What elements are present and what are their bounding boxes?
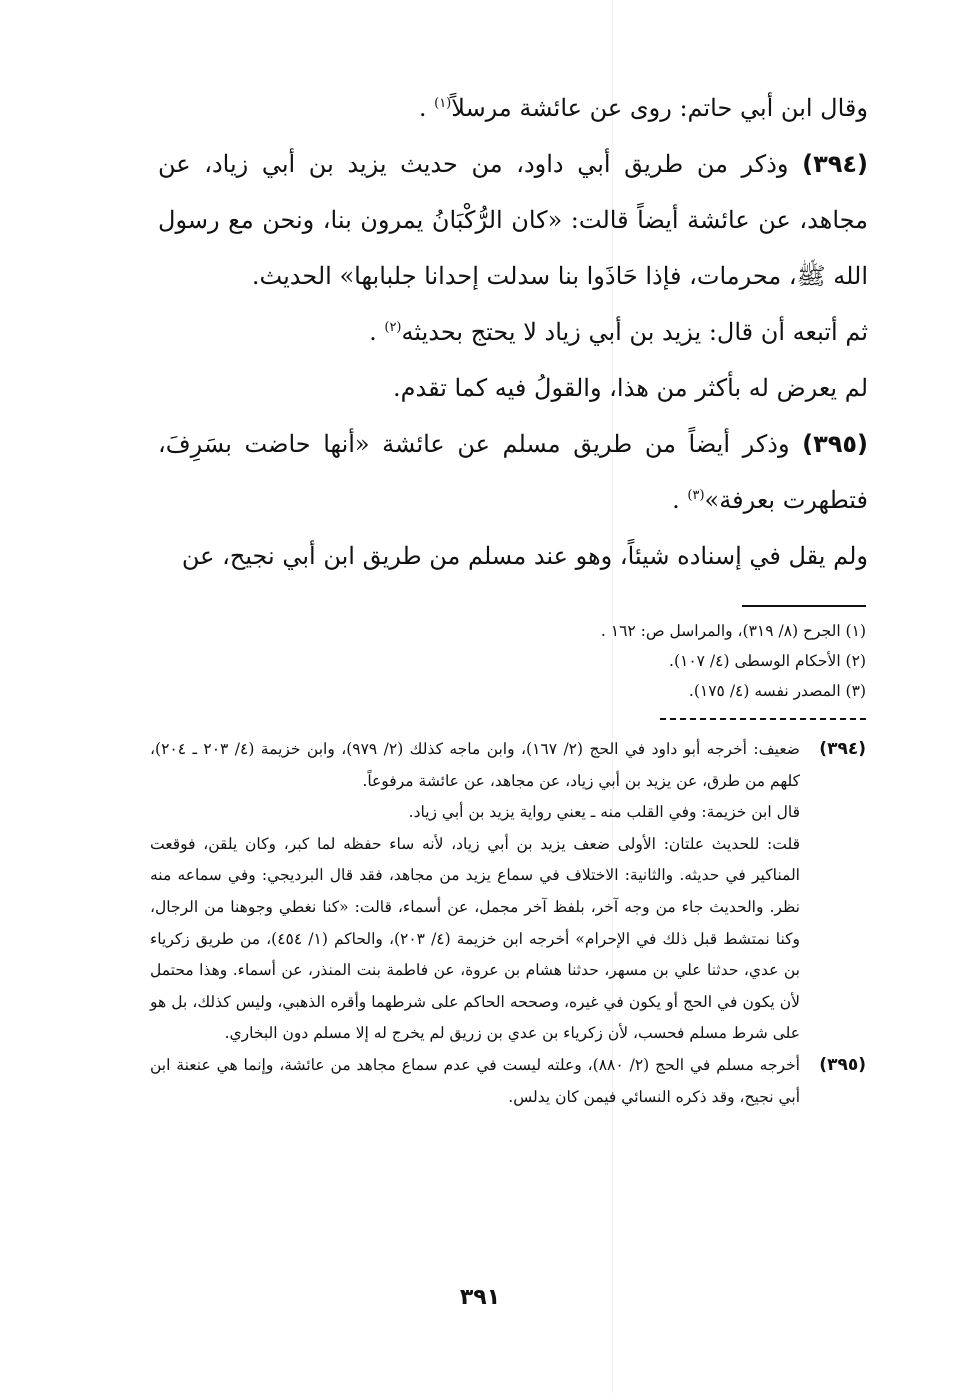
main-text <box>158 80 868 584</box>
commentary-number-395: (٣٩٥) <box>819 1054 866 1075</box>
main-paragraph-5 <box>158 416 868 528</box>
commentary <box>150 734 866 1113</box>
main-p3-text: ثم أتبعه أن قال: يزيد بن أبي زياد لا يحتج بحديثه <box>401 318 868 346</box>
commentary-394-p2: قال ابن خزيمة: وفي القلب منه ـ يعني رواية يزيد بن أبي زياد. <box>408 803 800 822</box>
hadith-number-395: (٣٩٥) <box>802 430 868 458</box>
commentary-entry-394 <box>150 734 866 1050</box>
main-p2-text: وذكر من طريق أبي داود، من حديث يزيد بن أبي زياد، عن مجاهد، عن عائشة أيضاً قالت: «كان الرُّكْبَانُ يمرون بنا، ونحن مع رسول الله ﷺ، محرمات، فإذا حَاذَوا بنا سدلت إحدانا جلبابها» الحديث. <box>158 150 868 290</box>
main-p1-end: . <box>418 94 435 122</box>
main-p6-text: ولم يقل في إسناده شيئاً، وهو عند مسلم من طريق ابن أبي نجيح، عن <box>181 542 868 570</box>
main-paragraph-4 <box>158 360 868 416</box>
commentary-395-p1: أخرجه مسلم في الحج (٢/ ٨٨٠)، وعلته ليست في عدم سماع مجاهد من عائشة، وإنما هي عنعنة ابن أبي نجيح، وقد ذكره النسائي فيمن كان يدلس. <box>150 1055 800 1106</box>
main-p5-text: وذكر أيضاً من طريق مسلم عن عائشة «أنها حاضت بسَرِفَ، فتطهرت بعرفة» <box>158 430 868 514</box>
main-p4-text: لم يعرض له بأكثر من هذا، والقولُ فيه كما تقدم. <box>393 374 868 402</box>
footnote-ref-2[interactable]: (٢) <box>384 320 402 335</box>
footnotes <box>400 616 866 706</box>
footnote-ref-1[interactable]: (١) <box>434 96 452 111</box>
commentary-entry-395 <box>150 1050 866 1113</box>
main-p3-end: . <box>369 318 385 346</box>
footnote-separator <box>742 605 866 607</box>
footnote-ref-3[interactable]: (٣) <box>687 488 705 503</box>
commentary-394-p1: ضعيف: أخرجه أبو داود في الحج (٢/ ١٦٧)، وابن ماجه كذلك (٢/ ٩٧٩)، وابن خزيمة (٤/ ٢٠٣ ـ ٢٠٤)، كلهم من طرق، عن يزيد بن أبي زياد، عن مجاهد، عن عائشة مرفوعاً. <box>150 740 800 790</box>
main-paragraph-1 <box>158 80 868 136</box>
hadith-number-394: (٣٩٤) <box>802 150 868 178</box>
commentary-separator <box>660 718 866 720</box>
commentary-body-394 <box>150 734 800 1050</box>
main-p5-end: . <box>672 486 688 514</box>
commentary-394-p3: قلت: للحديث علتان: الأولى ضعف يزيد بن أبي زياد، لأنه ساء حفظه لما كبر، وكان يلقن، فوقعت المناكير في حديثه. والثانية: الاختلاف في سماع يزيد من مجاهد، فقد قال البرديجي: وفي سماعه منه نظر. والحديث جاء من وجه آخر، بلفظ آخر مجمل، عن أسماء، قالت: «كنا نغطي وجوهنا من الرجال، وكنا نمتشط قبل ذلك في الإحرام» أخرجه ابن خزيمة (٤/ ٢٠٣)، والحاكم (١/ ٤٥٤)، من طريق زكرياء بن عدي، حدثنا علي بن مسهر، حدثنا هشام بن عروة، عن فاطمة بنت المنذر، عن أسماء. وهذا محتمل لأن يكون في الحج أو يكون في غيره، وصححه الحاكم على شرطهما وأقره الذهبي، وليس كذلك، بل هو على شرط مسلم فحسب، لأن زكرياء بن عدي بن زريق لم يخرج له إلا مسلم دون البخاري. <box>150 834 801 1043</box>
footnote-1: (١) الجرح (٨/ ٣١٩)، والمراسل ص: ١٦٢ . <box>600 622 866 640</box>
main-p1-text: وقال ابن أبي حاتم: روى عن عائشة مرسلاً <box>451 94 868 122</box>
main-paragraph-2 <box>158 136 868 304</box>
page-number: ٣٩١ <box>459 1285 501 1310</box>
main-paragraph-3 <box>158 304 868 360</box>
footnote-2: (٢) الأحكام الوسطى (٤/ ١٠٧). <box>669 652 866 670</box>
commentary-number-394: (٣٩٤) <box>819 739 866 759</box>
main-paragraph-6 <box>158 528 868 584</box>
commentary-body-395 <box>150 1050 800 1113</box>
footnote-3: (٣) المصدر نفسه (٤/ ١٧٥). <box>688 682 866 700</box>
